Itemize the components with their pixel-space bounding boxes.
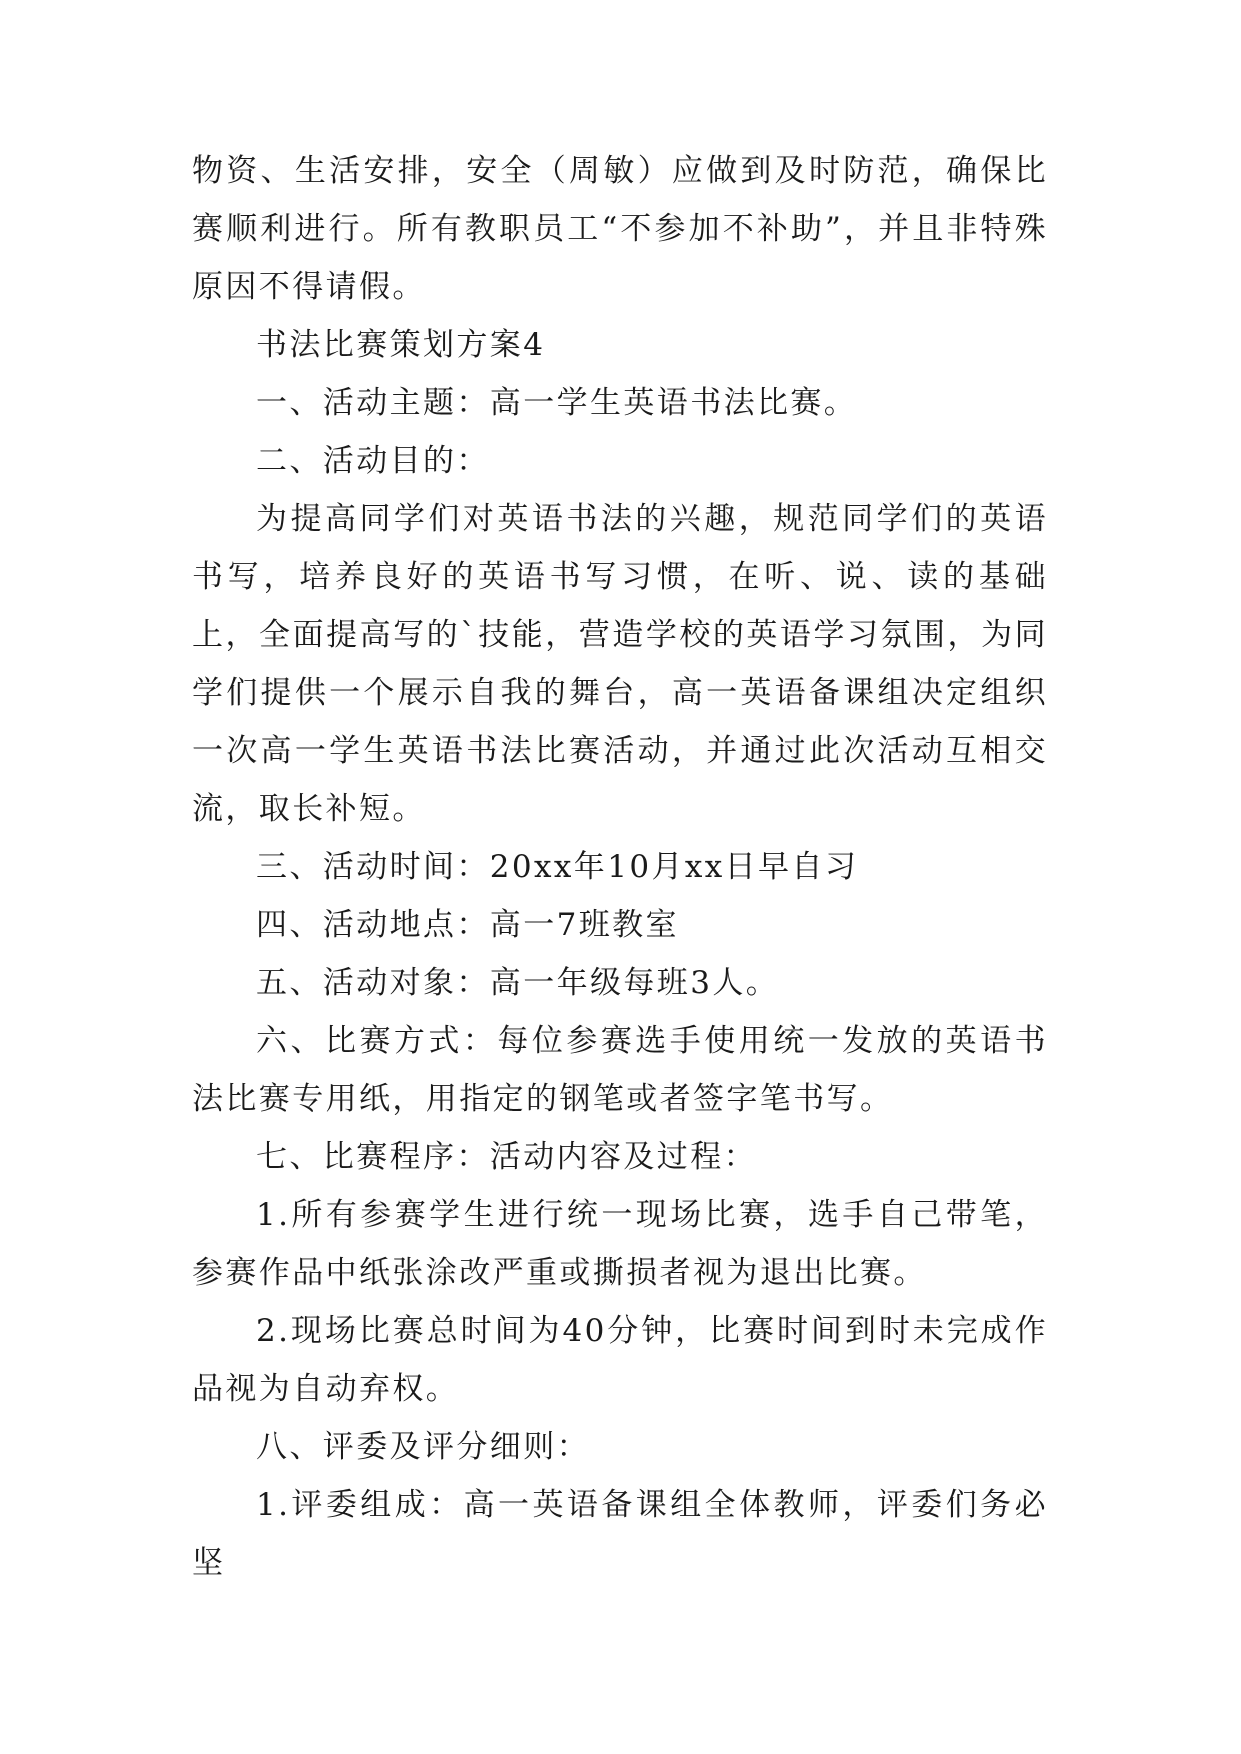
paragraph-competition-format: 六、比赛方式：每位参赛选手使用统一发放的英语书法比赛专用纸，用指定的钢笔或者签字笔书写。 xyxy=(192,1023,1048,1117)
paragraph-activity-time: 三、活动时间：20xx年10月xx日早自习 xyxy=(256,849,859,885)
paragraph-activity-target: 五、活动对象：高一年级每班3人。 xyxy=(256,965,780,1001)
paragraph-activity-purpose-heading: 二、活动目的： xyxy=(256,443,490,479)
paragraph-activity-location: 四、活动地点：高一7班教室 xyxy=(256,907,679,943)
section-title: 书法比赛策划方案4 xyxy=(256,327,546,363)
paragraph-continuation: 物资、生活安排，安全（周敏）应做到及时防范，确保比赛顺利进行。所有教职员工“不参加不补助”，并且非特殊原因不得请假。 xyxy=(192,153,1048,305)
document-body xyxy=(192,142,1048,1592)
paragraph-judging-item-1: 1.评委组成：高一英语备课组全体教师，评委们务必坚 xyxy=(192,1487,1048,1581)
paragraph-competition-procedure-heading: 七、比赛程序：活动内容及过程： xyxy=(256,1139,757,1175)
paragraph-activity-purpose: 为提高同学们对英语书法的兴趣，规范同学们的英语书写，培养良好的英语书写习惯，在听、说、读的基础上，全面提高写的`技能，营造学校的英语学习氛围，为同学们提供一个展示自我的舞台，高一英语备课组决定组织一次高一学生英语书法比赛活动，并通过此次活动互相交流，取长补短。 xyxy=(192,501,1048,827)
paragraph-activity-theme: 一、活动主题：高一学生英语书法比赛。 xyxy=(256,385,858,421)
paragraph-judging-heading: 八、评委及评分细则： xyxy=(256,1429,590,1465)
paragraph-procedure-item-2: 2.现场比赛总时间为40分钟，比赛时间到时未完成作品视为自动弃权。 xyxy=(192,1313,1048,1407)
paragraph-procedure-item-1: 1.所有参赛学生进行统一现场比赛，选手自己带笔，参赛作品中纸张涂改严重或撕损者视为退出比赛。 xyxy=(192,1197,1048,1291)
